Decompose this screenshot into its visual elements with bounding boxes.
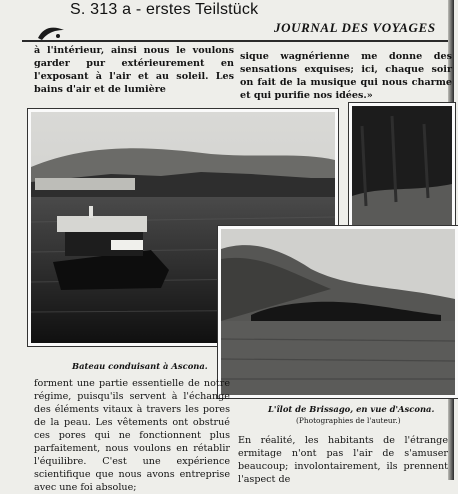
paragraph-top-right: sique wagnérienne me donne des sensations exquises; ici, chaque soir on fait de la musique qui nous charme et qui purifie nos idées.» (240, 51, 452, 101)
caption-boat: Bateau conduisant à Ascona. (72, 361, 208, 371)
photo-edge-partial (349, 103, 455, 234)
paragraph-top-left: à l'intérieur, ainsi nous le voulons garder pur extérieurement en l'exposant à l'air et au soleil. Les bains d'air et de lumière (34, 45, 234, 95)
caption-photo-credit: (Photographies de l'auteur.) (296, 416, 401, 425)
caption-islet: L'îlot de Brissago, en vue d'Ascona. (268, 404, 435, 414)
paragraph-bottom-right: En réalité, les habitants de l'étrange ermitage n'ont pas l'air de s'amuser beaucoup; involontairement, ils prennent l'aspect de (238, 435, 448, 485)
page-reference-label: S. 313 a - erstes Teilstück (70, 1, 259, 18)
header-rule (22, 40, 448, 42)
journal-masthead: JOURNAL DES VOYAGES (274, 20, 436, 35)
photo-brissago-islet (218, 226, 458, 398)
paragraph-bottom-left: forment une partie essentielle de notre régime, puisqu'ils servent à l'échange des éléments vitaux à travers les pores de la peau. Les vêtements ont obstrué ces pores qui ne fonctionnent plus parfaitement, nous voulons en rétablir l'équilibre. C'est une expérience scientifique que nous avons entreprise avec une foi absolue; (34, 378, 230, 493)
